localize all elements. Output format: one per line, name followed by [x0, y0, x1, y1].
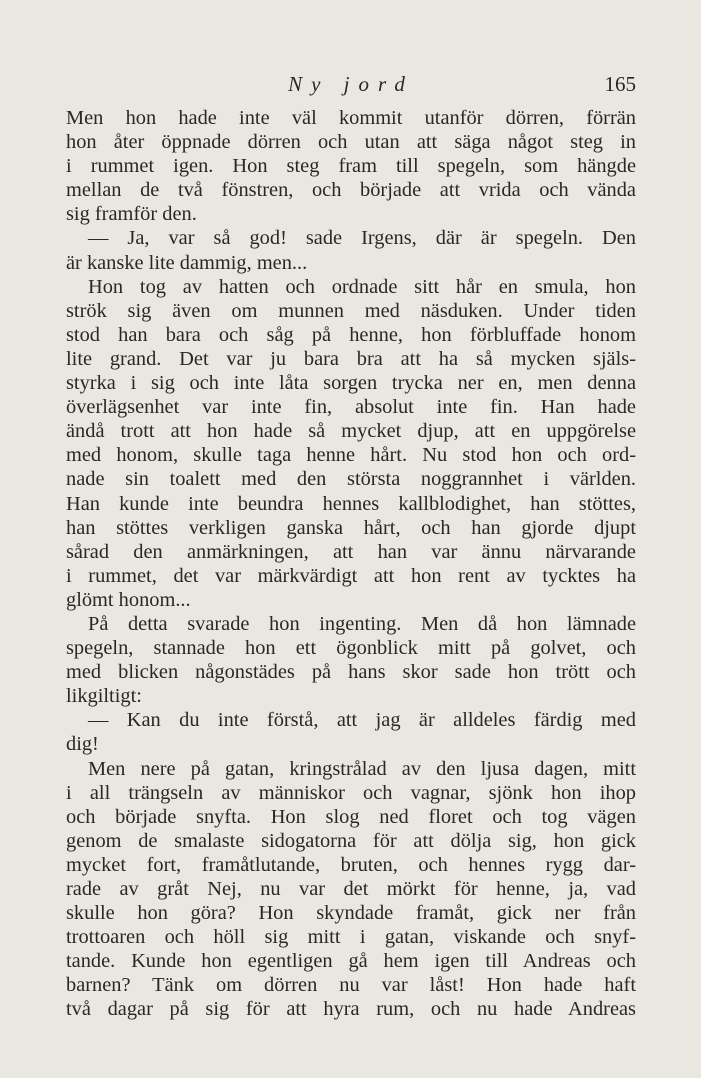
text-line: lite grand. Det var ju bara bra att ha så mycken själs- — [66, 347, 636, 370]
text-line: sig framför den. — [66, 203, 197, 226]
text-line: i rummet igen. Hon steg fram till spegeln, som hängde — [66, 155, 636, 178]
text-line: styrka i sig och inte låta sorgen trycka ner en, men denna — [66, 372, 636, 395]
running-title: Ny jord — [288, 72, 414, 96]
text-line: — Ja, var så god! sade Irgens, där är spegeln. Den — [88, 227, 636, 250]
body-text — [66, 106, 636, 1022]
text-line: likgiltigt: — [66, 685, 142, 708]
text-line: är kanske lite dammig, men... — [66, 251, 308, 274]
text-line: överlägsenhet var inte fin, absolut inte fin. Han hade — [66, 396, 636, 419]
text-line: ändå trott att hon hade så mycket djup, att en uppgörelse — [66, 420, 636, 443]
text-line: han stöttes verkligen ganska hårt, och han gjorde djupt — [66, 516, 636, 539]
text-line: stod han bara och såg på henne, hon förbluffade honom — [66, 323, 636, 346]
text-line: barnen? Tänk om dörren nu var låst! Hon hade haft — [66, 974, 636, 997]
text-line: spegeln, stannade hon ett ögonblick mitt på golvet, och — [66, 637, 636, 660]
text-line: och började snyfta. Hon slog ned floret och tog vägen — [66, 805, 636, 828]
text-line: i all trängseln av människor och vagnar, sjönk hon ihop — [66, 781, 636, 804]
text-line: med honom, skulle taga henne hårt. Nu stod hon och ord- — [66, 444, 636, 467]
text-line: två dagar på sig för att hyra rum, och nu hade Andreas — [66, 998, 636, 1021]
text-line: mellan de två fönstren, och började att vrida och vända — [66, 179, 636, 202]
text-line: nade sin toalett med den största noggrannhet i världen. — [66, 468, 636, 491]
text-line: Men hon hade inte väl kommit utanför dörren, förrän — [66, 107, 636, 129]
text-line: sårad den anmärkningen, att han var ännu närvarande — [66, 540, 636, 563]
text-line: strök sig även om munnen med näsduken. Under tiden — [66, 299, 636, 322]
text-line: rade av gråt Nej, nu var det mörkt för henne, ja, vad — [66, 878, 636, 900]
text-line: På detta svarade hon ingenting. Men då hon lämnade — [88, 612, 636, 635]
text-line: med blicken någonstädes på hans skor sade hon trött och — [66, 661, 636, 684]
page-header — [66, 72, 636, 100]
text-line: Han kunde inte beundra hennes kallblodighet, han stöttes, — [66, 492, 636, 515]
text-line: Hon tog av hatten och ordnade sitt hår en smula, hon — [88, 275, 636, 298]
text-line: tande. Kunde hon egentligen gå hem igen till Andreas och — [66, 950, 636, 973]
text-line: glömt honom... — [66, 588, 191, 611]
text-line: mycket fort, framåtlutande, bruten, och hennes rygg dar- — [66, 853, 636, 876]
text-line: — Kan du inte förstå, att jag är alldeles färdig med — [88, 709, 636, 732]
text-line: skulle hon göra? Hon skyndade framåt, gick ner från — [66, 902, 636, 925]
text-line: i rummet, det var märkvärdigt att hon rent av tycktes ha — [66, 564, 636, 587]
text-line: genom de smalaste sidogatorna för att dölja sig, hon gick — [66, 829, 636, 852]
text-line: dig! — [66, 733, 99, 756]
text-line: Men nere på gatan, kringstrålad av den ljusa dagen, mitt — [88, 757, 636, 780]
page-number: 165 — [604, 72, 636, 96]
text-line: trottoaren och höll sig mitt i gatan, viskande och snyf- — [66, 926, 636, 949]
text-line: hon åter öppnade dörren och utan att säga något steg in — [66, 131, 636, 154]
